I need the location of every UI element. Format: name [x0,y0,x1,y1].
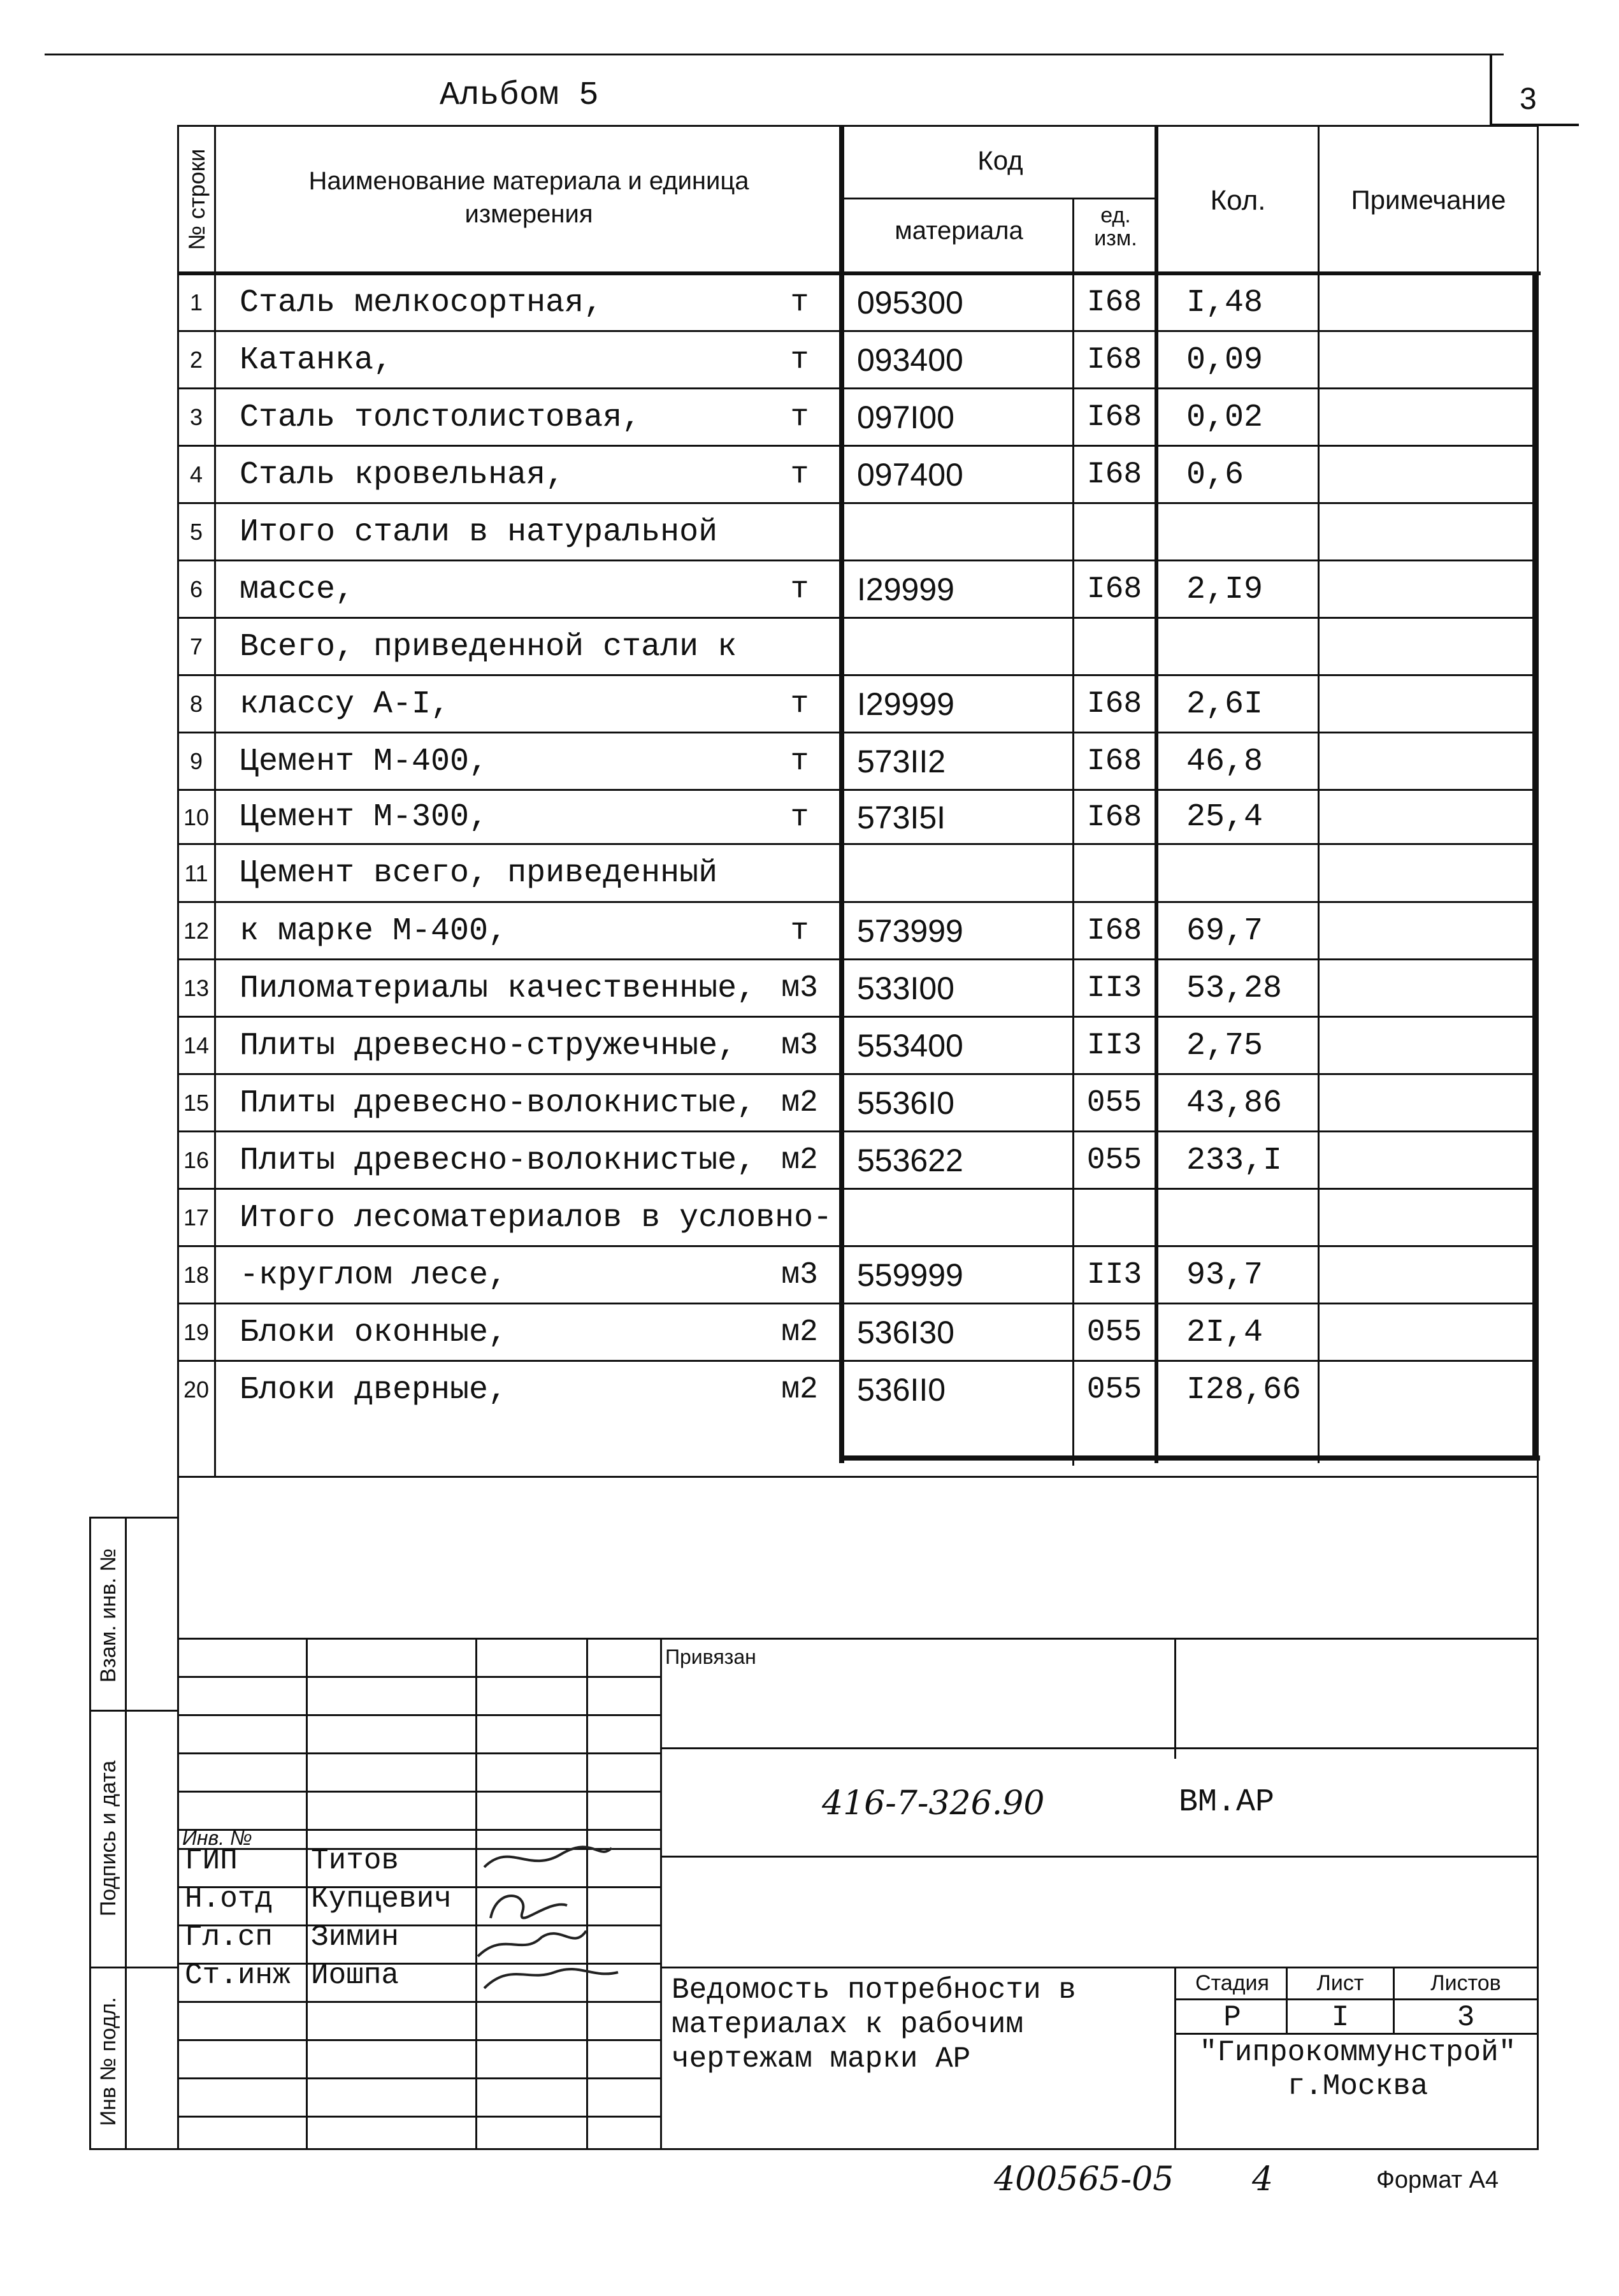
row-name: Всего, приведенной стали к [240,628,737,665]
archive-number: 400565-05 [994,2160,1174,2199]
row-number: 1 [189,289,203,315]
row-code-unit: II3 [1086,1029,1142,1063]
privyazan-label: Привязан [665,1645,756,1668]
row-unit: м2 [781,1373,818,1407]
row-qty: 2I,4 [1186,1314,1263,1351]
page-number: 3 [1520,82,1537,116]
row-code: 5536I0 [857,1085,954,1121]
row-unit: т [790,744,809,779]
sheets-value: 3 [1457,2001,1475,2034]
row-number: 18 [183,1262,210,1288]
stamp-person-name: Зимин [311,1921,399,1954]
album-label: Альбом 5 [440,76,599,114]
row-unit [765,844,835,902]
row-name: Катанка, [240,342,393,379]
row-code: 536II0 [857,1372,946,1408]
row-unit: м2 [781,1315,818,1350]
row-code-unit: 055 [1086,1373,1142,1407]
row-number: 3 [189,404,203,430]
page-number-box-rule [1490,54,1492,125]
row-unit: м2 [781,1143,818,1178]
stamp-person-name: Титов [311,1844,399,1877]
row-name: Итого стали в натуральной [240,514,718,551]
row-qty: I28,66 [1186,1371,1302,1408]
row-code: 093400 [857,342,963,378]
stamp-role: ГИП [185,1844,238,1877]
row-code-unit [1076,844,1153,902]
row-number: 7 [189,633,203,660]
row-qty: I,48 [1186,284,1263,321]
stamp-role: Гл.сп [185,1921,273,1954]
row-name: Пиломатериалы качественные, [240,970,756,1007]
doc-mark: ВМ.АР [1179,1784,1275,1821]
row-number: 17 [183,1204,210,1231]
row-code-unit: I68 [1086,343,1142,377]
row-number: 9 [189,748,203,774]
row-code: 573999 [857,913,963,949]
row-name: Блоки оконные, [240,1314,508,1351]
row-code: 097I00 [857,400,954,435]
footer-sheet-number: 4 [1252,2160,1274,2199]
row-name: массе, [240,571,355,608]
row-unit: м3 [781,1029,818,1063]
side-label-podpis-data: Подпись и дата [96,1760,120,1917]
row-name: Плиты древесно-волокнистые, [240,1085,756,1122]
col-header-qty: Кол. [1210,185,1266,216]
row-name: -круглом лесе, [240,1257,508,1294]
row-number: 2 [189,347,203,373]
row-code [857,844,1067,902]
row-number: 13 [183,975,210,1001]
row-number: 12 [183,918,210,944]
page-number-box-bottom [1490,124,1579,126]
doc-code: 416-7-326.90 [822,1784,1045,1823]
row-unit: т [790,572,809,607]
row-name: Сталь толстолистовая, [240,399,642,436]
stamp-person-name: Купцевич [311,1882,452,1916]
row-code-unit: I68 [1086,687,1142,721]
row-qty: 46,8 [1186,743,1263,780]
stamp-role: Ст.инж [185,1959,291,1992]
row-unit: т [790,458,809,492]
row-code-unit: 055 [1086,1315,1142,1350]
row-qty: 93,7 [1186,1257,1263,1294]
side-label-inv-podl: Инв № подл. [96,1996,120,2126]
row-unit: т [790,285,809,320]
row-number: 8 [189,691,203,717]
row-qty: 43,86 [1186,1085,1283,1122]
row-qty: 2,75 [1186,1027,1263,1064]
row-code-unit: I68 [1086,744,1142,779]
row-code [857,1189,1067,1246]
row-number: 10 [183,804,210,830]
inv-no-label: Инв. № [182,1826,252,1849]
row-number: 4 [189,461,203,487]
row-name: Цемент М-300, [240,799,489,835]
row-unit: т [790,400,809,435]
row-name: Цемент М-400, [240,743,489,780]
sheet-label: Лист [1316,1971,1364,1995]
row-qty: 25,4 [1186,799,1263,835]
row-unit: т [790,343,809,377]
row-code: 573II2 [857,744,946,779]
row-number: 6 [189,576,203,602]
col-header-code: Код [977,145,1023,175]
row-qty: 69,7 [1186,913,1263,949]
row-code: 536I30 [857,1315,954,1350]
row-code: 097400 [857,457,963,493]
row-name: Цемент всего, приведенный [240,855,718,892]
row-code [857,503,1067,561]
row-name: к марке М-400, [240,913,508,949]
row-code: 559999 [857,1257,963,1293]
col-header-code-unit: ед. изм. [1094,203,1137,250]
row-code-unit: I68 [1086,800,1142,835]
row-qty: 2,I9 [1186,571,1263,608]
row-unit: т [790,687,809,721]
doc-title: Ведомость потребности в материалах к рабочим чертежам марки АР [672,1974,1076,2076]
row-qty: 233,I [1186,1142,1283,1179]
row-code: 573I5I [857,799,946,835]
row-code-unit: II3 [1086,1258,1142,1292]
row-qty: 53,28 [1186,970,1283,1007]
row-code-unit: 055 [1086,1143,1142,1178]
row-code: I29999 [857,686,954,722]
row-unit [765,503,835,561]
stage-value: Р [1223,2001,1241,2034]
stage-label: Стадия [1195,1971,1269,1995]
side-label-vzam-inv: Взам. инв. № [96,1548,120,1683]
row-name: Плиты древесно-стружечные, [240,1027,737,1064]
signatures [471,1835,624,2001]
row-number: 5 [189,519,203,545]
row-code-unit [1076,618,1153,675]
col-header-name: Наименование материала и единица измерения [308,167,749,228]
row-name: Блоки дверные, [240,1371,508,1408]
format-label: Формат А4 [1376,2167,1499,2193]
row-unit: м2 [781,1086,818,1120]
row-name: Плиты древесно-волокнистые, [240,1142,756,1179]
row-qty [1186,503,1314,561]
row-number: 11 [184,860,208,886]
sheet-value: I [1331,2001,1349,2034]
row-code-unit [1076,1189,1153,1246]
col-header-code-material: материала [895,217,1023,245]
sheets-label: Листов [1430,1971,1501,1995]
row-qty: 0,02 [1186,399,1263,436]
row-unit: т [790,914,809,948]
row-unit: м3 [781,971,818,1006]
row-number: 20 [183,1376,210,1403]
row-name: классу A-I, [240,686,450,723]
row-qty [1186,1189,1314,1246]
row-number: 16 [183,1147,210,1173]
row-code-unit: II3 [1086,971,1142,1006]
row-qty: 2,6I [1186,686,1263,723]
row-unit [765,618,835,675]
row-name: Итого лесоматериалов в условно- [240,1199,833,1236]
row-code-unit: I68 [1086,914,1142,948]
col-header-row-no: № строки [183,148,210,250]
row-code-unit: I68 [1086,572,1142,607]
row-code: 533I00 [857,971,954,1006]
org-city: г.Москва [1287,2070,1428,2103]
row-code: I29999 [857,572,954,607]
row-unit: м3 [781,1258,818,1292]
row-code-unit: 055 [1086,1086,1142,1120]
row-name: Сталь кровельная, [240,456,565,493]
row-number: 15 [183,1090,210,1116]
top-rule [45,54,1504,55]
row-unit [765,1189,835,1246]
org-name: "Гипрокоммунстрой" [1199,2036,1516,2069]
row-qty [1186,844,1314,902]
col-header-note: Примечание [1351,185,1506,215]
row-name: Сталь мелкосортная, [240,284,603,321]
row-code-unit: I68 [1086,285,1142,320]
row-code-unit: I68 [1086,458,1142,492]
row-number: 14 [183,1032,210,1058]
row-number: 19 [183,1319,210,1345]
row-code: 095300 [857,285,963,321]
stamp-role: Н.отд [185,1882,273,1916]
row-qty: 0,6 [1186,456,1244,493]
row-unit: т [790,800,809,835]
row-code: 553400 [857,1028,963,1064]
row-code-unit [1076,503,1153,561]
row-code: 553622 [857,1143,963,1178]
stamp-person-name: Иошпа [311,1959,399,1992]
row-qty: 0,09 [1186,342,1263,379]
row-code-unit: I68 [1086,400,1142,435]
row-qty [1186,618,1314,675]
row-code [857,618,1067,675]
